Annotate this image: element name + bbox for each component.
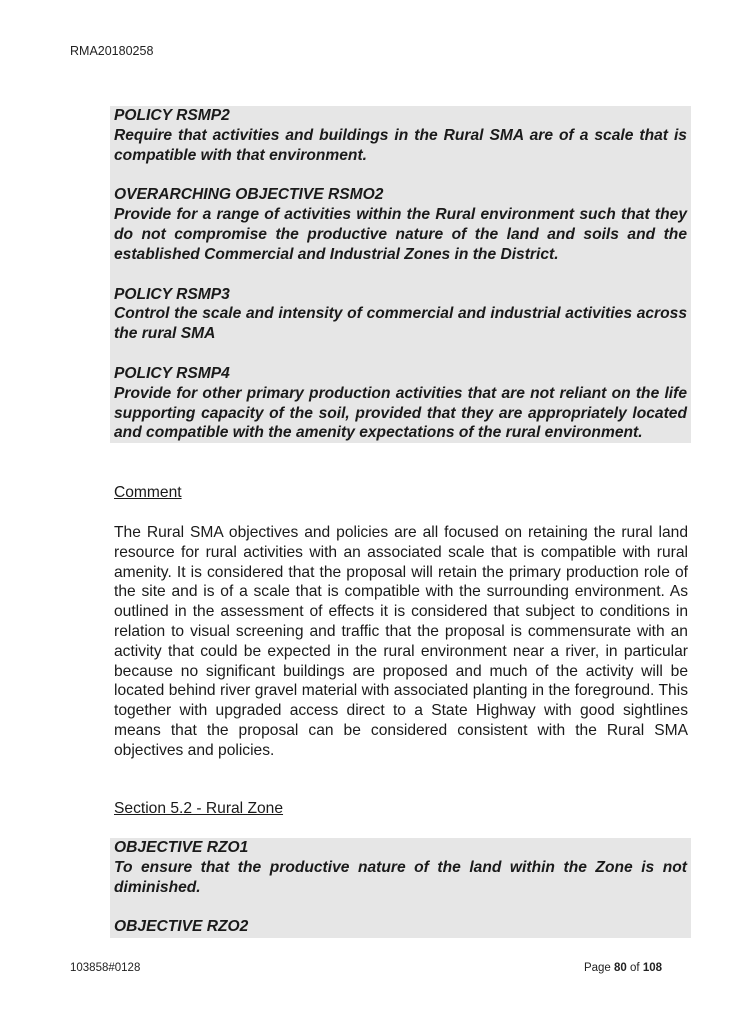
section-heading: Section 5.2 - Rural Zone — [114, 800, 284, 817]
document-reference: RMA20180258 — [70, 44, 154, 58]
page-current: 80 — [614, 962, 627, 974]
policy-block — [114, 364, 687, 443]
page-of: of — [630, 962, 640, 974]
policy-box-top — [110, 106, 691, 443]
policy-heading: POLICY RSMP4 — [114, 364, 230, 382]
policy-box-bottom — [110, 838, 691, 938]
objective-block — [114, 838, 687, 897]
objective-heading: OBJECTIVE RZO2 — [114, 918, 249, 936]
objective-text: Provide for a range of activities within the Rural environment such that they do not compromise the productive nature of the land and soils and the established Commercial and Industrial Zones in the District. — [114, 206, 687, 263]
policy-heading: POLICY RSMP3 — [114, 285, 230, 303]
page-label: Page — [583, 962, 611, 974]
objective-heading: OBJECTIVE RZO1 — [114, 839, 249, 856]
policy-text: Require that activities and buildings in the Rural SMA are of a scale that is compatible with that environment. — [114, 126, 687, 164]
policy-text: Control the scale and intensity of commercial and industrial activities across the rural SMA — [114, 305, 687, 343]
footer-page-number — [584, 962, 662, 974]
policy-heading: POLICY RSMP2 — [114, 107, 230, 124]
comment-heading: Comment — [114, 484, 182, 501]
objective-text: To ensure that the productive nature of the land within the Zone is not diminished. — [114, 858, 687, 896]
objective-block — [114, 185, 687, 264]
policy-block — [114, 285, 687, 344]
comment-paragraph: The Rural SMA objectives and policies are all focused on retaining the rural land resource for rural activities with an associated scale that is compatible with rural amenity. It is considered that the proposal will retain the primary production role of the site and is of a scale that is compatible with the surrounding environment. As outlined in the assessment of effects it is considered that subject to conditions in relation to visual screening and traffic that the proposal is commensurate with an activity that could be expected in the rural environment near a river, in particular because no significant buildings are proposed and much of the activity will be located behind river gravel material with associated planting in the foreground. This together with upgraded access direct to a State Highway with good sightlines means that the proposal can be considered consistent with the Rural SMA objectives and policies. — [114, 524, 688, 759]
page-total: 108 — [642, 962, 662, 974]
objective-block — [114, 917, 687, 937]
policy-block — [114, 106, 687, 165]
policy-text: Provide for other primary production activities that are not reliant on the life supporting capacity of the soil, provided that they are appropriately located and compatible with the amenity expectations of the rural environment. — [114, 384, 687, 442]
objective-heading: OVERARCHING OBJECTIVE RSMO2 — [114, 186, 384, 204]
footer-doc-number: 103858#0128 — [70, 962, 141, 974]
